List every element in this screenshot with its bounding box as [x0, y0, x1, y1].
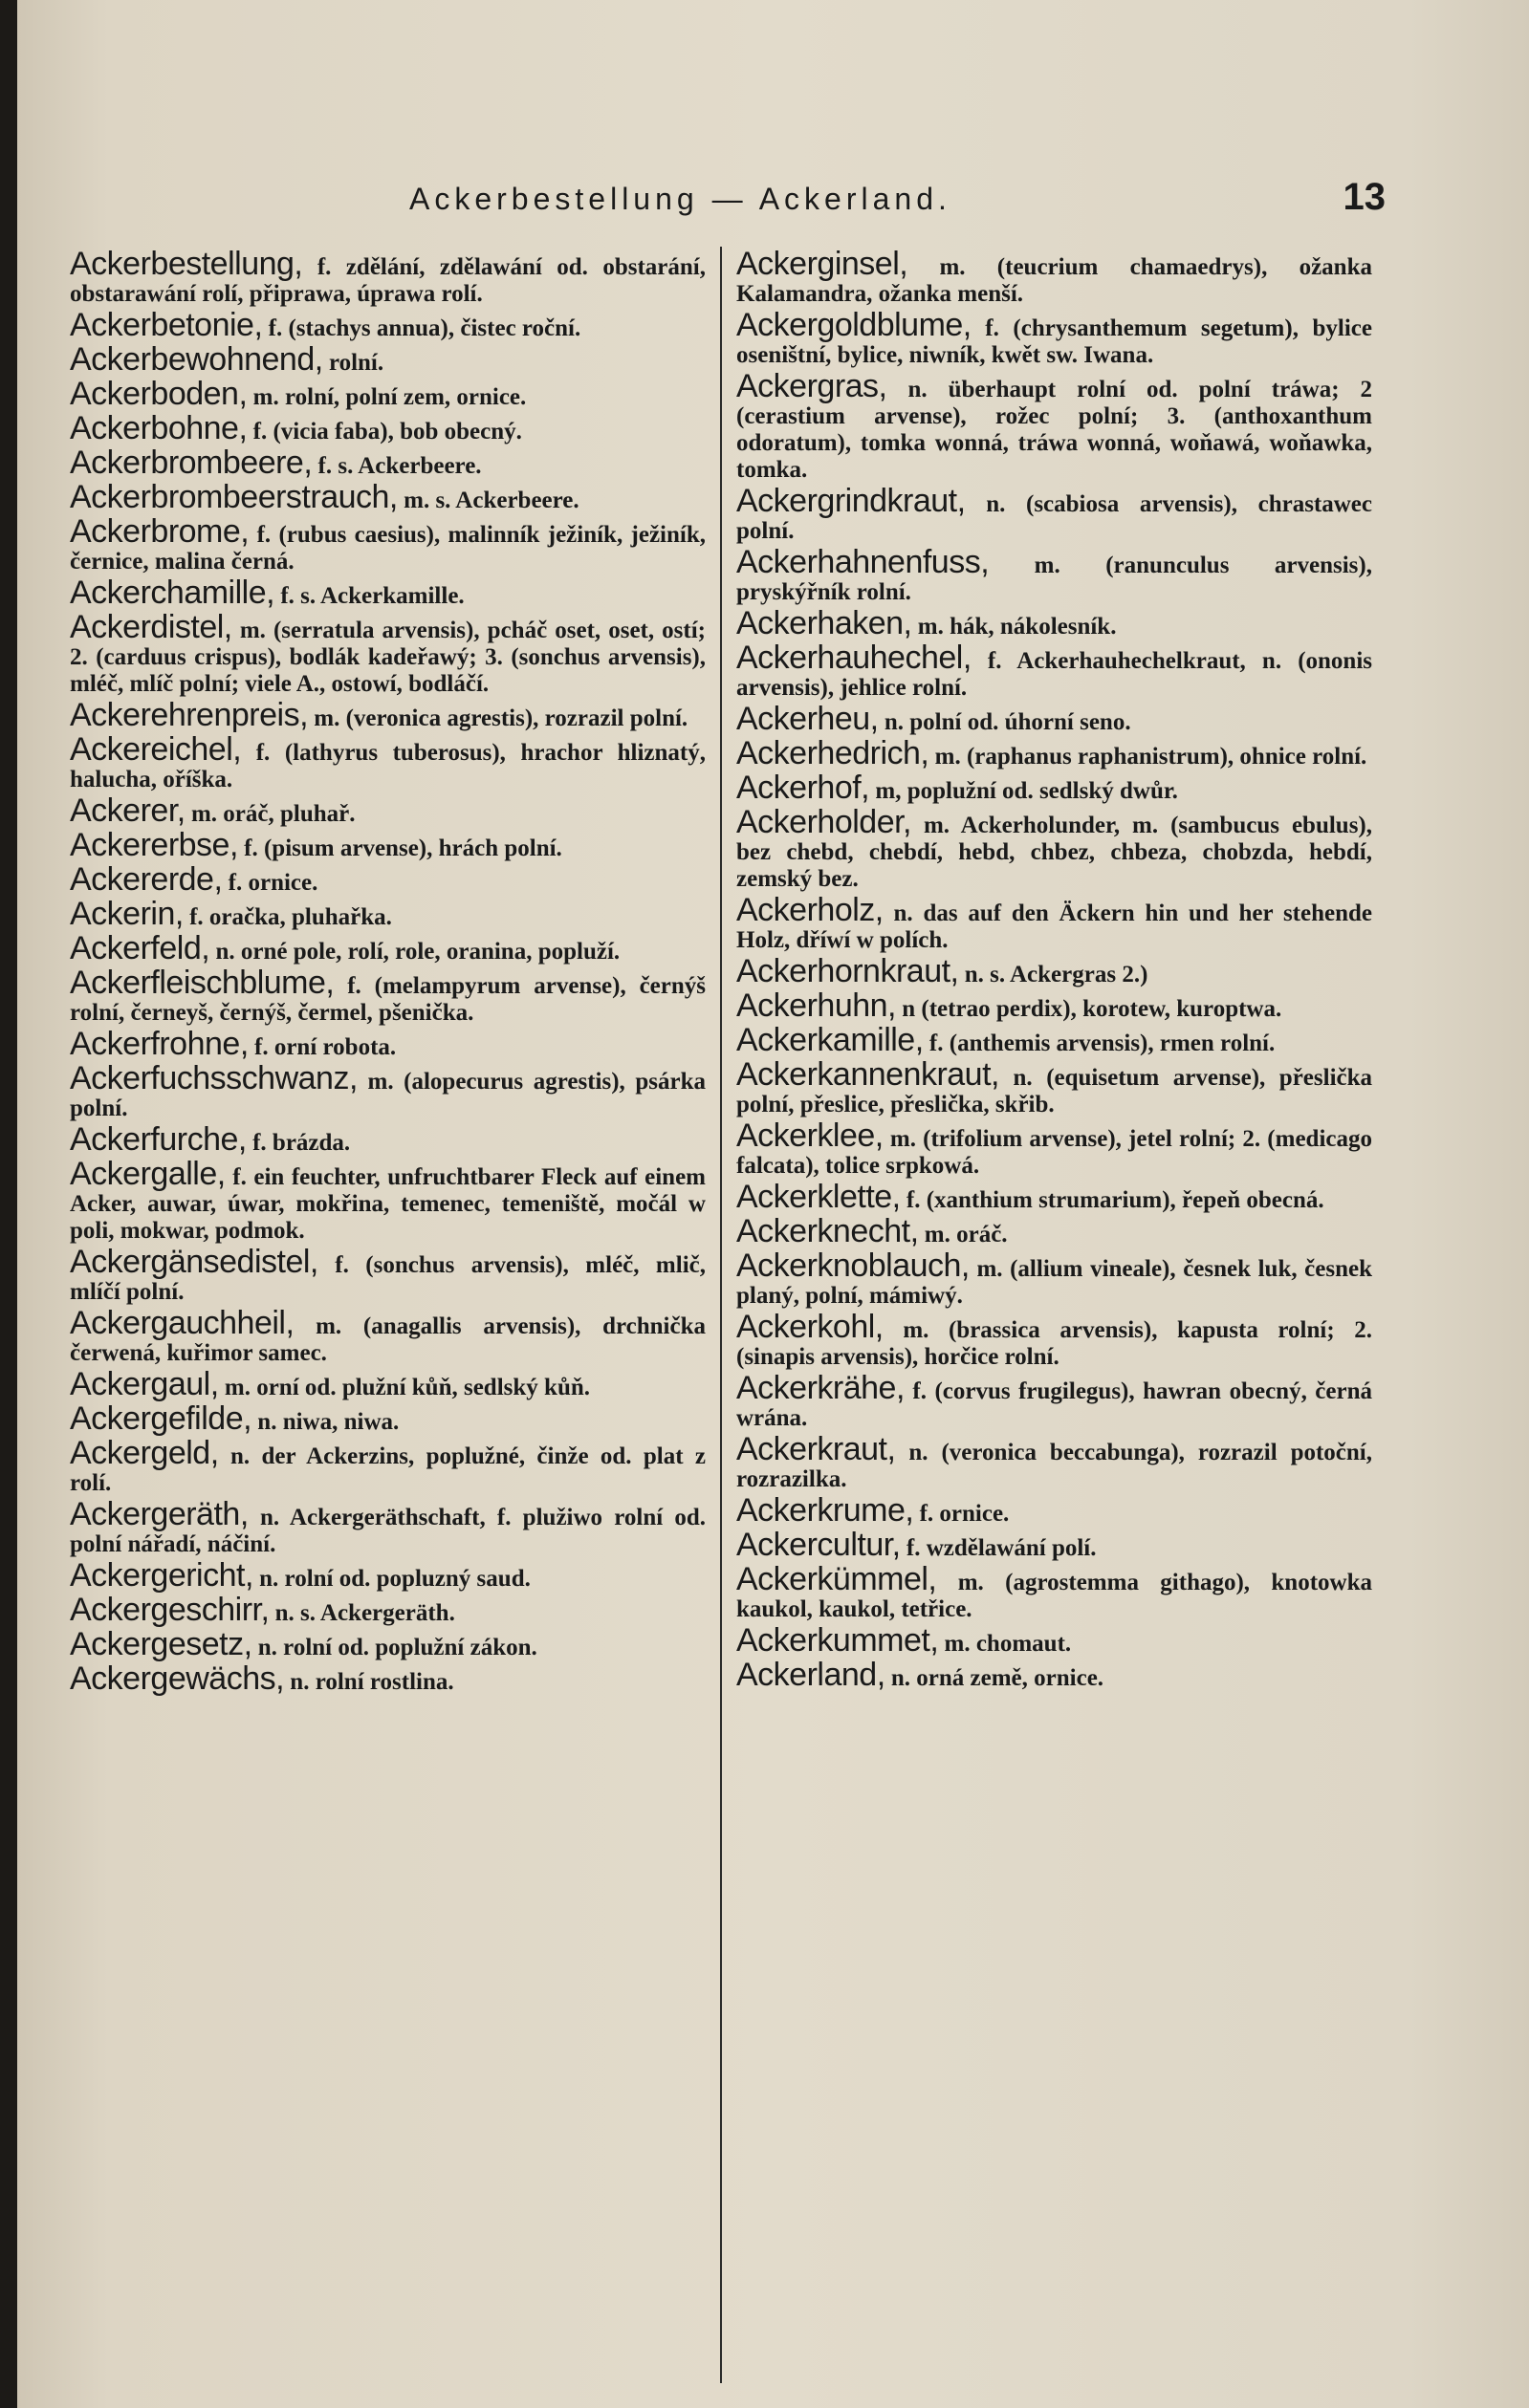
entry-headword: Ackerland, — [736, 1657, 885, 1693]
left-column — [70, 246, 707, 1700]
entry-headword: Ackercultur, — [736, 1527, 901, 1563]
dictionary-entry — [70, 410, 706, 446]
entry-definition: f. (chrysanthemum segetum), bylice oseništní, bylice, niwník, kwět sw. Iwana. — [736, 315, 1372, 368]
entry-definition: n. orné pole, rolí, role, oranina, popluží. — [215, 939, 621, 965]
entry-headword: Ackerkohl, — [736, 1309, 884, 1345]
entry-headword: Ackerkümmel, — [736, 1561, 937, 1597]
dictionary-entry — [70, 1435, 706, 1497]
entry-headword: Ackerbohne, — [70, 410, 248, 446]
dictionary-entry — [70, 1626, 706, 1662]
dictionary-entry — [736, 804, 1373, 893]
entry-headword: Ackerfrohne, — [70, 1026, 249, 1062]
dictionary-entry — [736, 1117, 1372, 1180]
entry-headword: Ackerkannenkraut, — [736, 1056, 999, 1093]
entry-definition: f. (vicia faba), bob obecný. — [252, 419, 522, 445]
entry-definition: m. (trifolium arvense), jetel rolní; 2. (medicago falcata), tolice srpkowá. — [736, 1126, 1372, 1179]
entry-definition: n. s. Ackergras 2.) — [964, 962, 1148, 987]
entry-definition: f. s. Ackerkamille. — [280, 583, 465, 609]
dictionary-entry — [70, 697, 706, 733]
entry-headword: Ackerfurche, — [70, 1121, 247, 1158]
entry-headword: Ackergaul, — [70, 1366, 219, 1402]
entry-definition: n. rolní od. popluzný saud. — [259, 1566, 531, 1592]
dictionary-entry — [70, 479, 706, 515]
entry-headword: Ackergeräth, — [70, 1496, 249, 1532]
dictionary-entry — [70, 575, 706, 611]
entry-headword: Ackergesetz, — [70, 1626, 252, 1662]
entry-headword: Ackerkraut, — [736, 1431, 896, 1467]
dictionary-entry — [736, 1657, 1372, 1693]
entry-headword: Ackerehrenpreis, — [70, 697, 309, 733]
entry-headword: Ackerholder, — [736, 804, 911, 840]
dictionary-entry — [736, 605, 1372, 641]
dictionary-entry — [736, 368, 1372, 484]
entry-headword: Ackerklee, — [736, 1117, 884, 1154]
dictionary-entry — [70, 307, 706, 343]
dictionary-entry — [70, 1400, 706, 1437]
entry-headword: Ackergänsedistel, — [70, 1244, 318, 1280]
entry-headword: Ackerhauhechel, — [736, 640, 972, 676]
running-head: Ackerbestellung — Ackerland. — [409, 182, 951, 216]
dictionary-entry — [70, 861, 706, 898]
entry-headword: Ackerbewohnend, — [70, 341, 323, 378]
entry-headword: Ackerhaken, — [736, 605, 912, 641]
entry-definition: f. oračka, pluhařka. — [189, 904, 392, 930]
entry-headword: Ackerkummet, — [736, 1622, 939, 1659]
entry-headword: Ackererde, — [70, 861, 223, 898]
dictionary-entry — [70, 896, 706, 932]
entry-definition: f. ornice. — [228, 870, 318, 896]
entry-headword: Ackerhedrich, — [736, 735, 929, 771]
dictionary-entry — [736, 1309, 1373, 1371]
entry-headword: Ackergrindkraut, — [736, 483, 966, 519]
dictionary-entry — [70, 1156, 706, 1245]
entry-definition: m. orní od. plužní kůň, sedlský kůň. — [224, 1375, 590, 1400]
dictionary-entry — [70, 1244, 706, 1306]
entry-definition: f. (melampyrum arvense), černýš rolní, černeyš, černýš, čermel, pšenička. — [70, 973, 706, 1026]
entry-headword: Ackereichel, — [70, 731, 242, 768]
dictionary-entry — [70, 376, 706, 412]
dictionary-entry — [70, 1366, 706, 1402]
dictionary-entry — [70, 341, 706, 378]
entry-headword: Ackerheu, — [736, 701, 879, 737]
entry-headword: Ackerchamille, — [70, 575, 275, 611]
dictionary-entry — [736, 987, 1372, 1024]
dictionary-entry — [736, 1492, 1372, 1529]
entry-headword: Ackerknecht, — [736, 1213, 919, 1249]
entry-headword: Ackerer, — [70, 792, 186, 829]
entry-definition: m. oráč, pluhař. — [190, 801, 356, 827]
dictionary-entry — [736, 246, 1372, 308]
dictionary-entry — [736, 1056, 1373, 1118]
entry-headword: Ackerhuhn, — [736, 987, 896, 1024]
entry-headword: Ackerfeld, — [70, 930, 210, 966]
dictionary-entry — [70, 731, 706, 793]
dictionary-entry — [736, 1247, 1373, 1310]
entry-definition: n. orná země, ornice. — [890, 1665, 1104, 1691]
entry-definition: n. das auf den Äckern hin und her stehende Holz, dříwí w polích. — [736, 900, 1372, 953]
entry-definition: f. s. Ackerbeere. — [317, 453, 482, 479]
entry-headword: Ackergoldblume, — [736, 307, 972, 343]
entry-definition: n. (equisetum arvense), přeslička polní, přeslice, přeslička, skřib. — [736, 1065, 1373, 1117]
entry-headword: Ackergras, — [736, 368, 887, 404]
entry-definition: f. (pisum arvense), hrách polní. — [244, 835, 562, 861]
entry-definition: m. (teucrium chamaedrys), ožanka Kalamandra, ožanka menší. — [736, 254, 1372, 307]
right-column — [736, 246, 1373, 1696]
entry-headword: Ackerbestellung, — [70, 246, 303, 282]
entry-definition: m. oráč. — [924, 1222, 1008, 1247]
entry-definition: m. s. Ackerbeere. — [404, 488, 579, 513]
dictionary-entry — [70, 1660, 706, 1697]
dictionary-entry — [70, 965, 706, 1027]
entry-definition: m. (ranunculus arvensis), pryskýřník rolní. — [736, 553, 1372, 605]
entry-headword: Ackerbrombeerstrauch, — [70, 479, 398, 515]
entry-definition: n. polní od. úhorní seno. — [884, 709, 1131, 735]
entry-headword: Ackerhornkraut, — [736, 953, 959, 989]
entry-headword: Ackerklette, — [736, 1179, 901, 1215]
dictionary-entry — [70, 246, 706, 308]
entry-headword: Ackerfuchsschwanz, — [70, 1060, 358, 1096]
entry-headword: Ackergeschirr, — [70, 1592, 270, 1628]
entry-definition: n. s. Ackergeräth. — [274, 1600, 455, 1626]
dictionary-entry — [736, 483, 1373, 545]
entry-definition: n. (scabiosa arvensis), chrastawec polní. — [736, 491, 1373, 544]
entry-definition: f. ein feuchter, unfruchtbarer Fleck auf einem Acker, auwar, úwar, mokřina, temenec, temeniště, močál w poli, mokwar, podmok. — [70, 1164, 706, 1244]
entry-definition: f. wzdělawání polí. — [906, 1535, 1097, 1561]
entry-headword: Ackerholz, — [736, 892, 884, 928]
dictionary-entry — [736, 307, 1372, 369]
dictionary-entry — [70, 1060, 706, 1122]
entry-definition: f. ornice. — [919, 1501, 1010, 1527]
entry-definition: f. (xanthium strumarium), řepeň obecná. — [906, 1187, 1324, 1213]
dictionary-entry — [736, 1370, 1373, 1432]
dictionary-entry — [736, 701, 1372, 737]
entry-headword: Ackerfleischblume, — [70, 965, 335, 1001]
entry-headword: Ackerkrume, — [736, 1492, 914, 1529]
entry-headword: Ackergeld, — [70, 1435, 219, 1471]
entry-definition: f. orní robota. — [254, 1034, 397, 1060]
dictionary-entry — [70, 1592, 706, 1628]
entry-definition: m. (alopecurus agrestis), psárka polní. — [70, 1069, 706, 1121]
entry-definition: f. (corvus frugilegus), hawran obecný, černá wrána. — [736, 1378, 1373, 1431]
entry-headword: Ackerknoblauch, — [736, 1247, 970, 1284]
dictionary-entry — [70, 930, 706, 966]
entry-definition: n. überhaupt rolní od. polní tráwa; 2 (cerastium arvense), rožec polní; 3. (anthoxanthum odoratum), tomka wonná, tráwa wonná, woňawá, woňawka, tomka. — [736, 377, 1372, 483]
dictionary-entry — [70, 1496, 707, 1558]
entry-definition: n. Ackergeräthschaft, f. plužiwo rolní od. polní nářadí, náčiní. — [70, 1505, 707, 1557]
dictionary-entry — [736, 1179, 1372, 1215]
dictionary-page — [17, 0, 1529, 2408]
entry-definition: f. (anthemis arvensis), rmen rolní. — [928, 1030, 1276, 1056]
entry-definition: f. Ackerhauhechelkraut, n. (ononis arvensis), jehlice rolní. — [736, 648, 1373, 701]
dictionary-entry — [736, 1213, 1372, 1249]
entry-definition: m, poplužní od. sedlský dwůr. — [875, 778, 1178, 804]
dictionary-entry — [70, 1305, 707, 1367]
dictionary-entry — [736, 1527, 1372, 1563]
dictionary-entry — [70, 1026, 706, 1062]
dictionary-entry — [736, 640, 1373, 702]
column-divider — [720, 247, 722, 2383]
dictionary-entry — [70, 609, 707, 698]
entry-definition: m. Ackerholunder, m. (sambucus ebulus), bez chebd, chebdí, hebd, chbez, chbeza, chobzda, hebdí, zemský bez. — [736, 813, 1373, 892]
entry-definition: m. rolní, polní zem, ornice. — [252, 384, 527, 410]
entry-definition: n. der Ackerzins, poplužné, činže od. plat z rolí. — [70, 1443, 706, 1496]
dictionary-entry — [736, 1561, 1372, 1623]
entry-headword: Ackerhahnenfuss, — [736, 544, 990, 580]
entry-headword: Ackerginsel, — [736, 246, 908, 282]
entry-headword: Ackerin, — [70, 896, 184, 932]
dictionary-entry — [70, 1557, 706, 1594]
entry-headword: Ackerdistel, — [70, 609, 232, 645]
dictionary-entry — [736, 953, 1372, 989]
dictionary-entry — [70, 827, 706, 863]
entry-headword: Ackerbrombeere, — [70, 445, 313, 481]
dictionary-entry — [736, 770, 1372, 806]
dictionary-entry — [70, 445, 706, 481]
dictionary-entry — [70, 513, 706, 575]
entry-headword: Ackerkamille, — [736, 1022, 924, 1058]
dictionary-entry — [736, 892, 1372, 954]
entry-definition: n. niwa, niwa. — [257, 1409, 400, 1435]
dictionary-entry — [70, 792, 706, 829]
entry-definition: m. (veronica agrestis), rozrazil polní. — [314, 705, 688, 731]
entry-definition: f. (lathyrus tuberosus), hrachor hliznatý, halucha, oříška. — [70, 740, 706, 792]
entry-definition: n. rolní od. poplužní zákon. — [257, 1635, 537, 1660]
entry-headword: Ackergericht, — [70, 1557, 253, 1594]
entry-definition: f. (rubus caesius), malinník ježiník, ježiník, černice, malina černá. — [70, 522, 706, 575]
entry-definition: f. (sonchus arvensis), mléč, mlič, mlíčí polní. — [70, 1252, 706, 1305]
entry-headword: Ackergauchheil, — [70, 1305, 295, 1341]
entry-definition: rolní. — [328, 350, 384, 376]
entry-headword: Ackerkrähe, — [736, 1370, 905, 1406]
entry-headword: Ackergalle, — [70, 1156, 226, 1192]
entry-definition: f. (stachys annua), čistec roční. — [268, 315, 581, 341]
entry-definition: m. hák, nákolesník. — [917, 614, 1117, 640]
page-number: 13 — [1343, 176, 1386, 218]
entry-definition: n. rolní rostlina. — [290, 1669, 454, 1695]
entry-definition: m. (serratula arvensis), pcháč oset, oset, ostí; 2. (carduus crispus), bodlák kadeřawý; 3. (sonchus arvensis), mléč, mlíč polní; viele A., ostowí, bodláčí. — [70, 618, 707, 697]
entry-definition: m. (brassica arvensis), kapusta rolní; 2. (sinapis arvensis), horčice rolní. — [736, 1317, 1373, 1370]
dictionary-entry — [736, 1022, 1372, 1058]
entry-definition: m. chomaut. — [944, 1631, 1072, 1657]
entry-definition: n (tetrao perdix), korotew, kuroptwa. — [902, 996, 1282, 1022]
entry-headword: Ackergewächs, — [70, 1660, 285, 1697]
entry-headword: Ackerbetonie, — [70, 307, 263, 343]
dictionary-entry — [736, 1431, 1372, 1493]
dictionary-entry — [736, 735, 1372, 771]
entry-headword: Ackergefilde, — [70, 1400, 252, 1437]
page-header — [17, 176, 1529, 220]
entry-definition: m. (raphanus raphanistrum), ohnice rolní. — [934, 744, 1367, 770]
entry-definition: m. (agrostemma githago), knotowka kaukol, kaukol, tetřice. — [736, 1570, 1372, 1622]
entry-headword: Ackerhof, — [736, 770, 870, 806]
dictionary-entry — [70, 1121, 706, 1158]
entry-headword: Ackerbrome, — [70, 513, 250, 550]
entry-definition: f. zdělání, zdělawání od. obstarání, obstarawání rolí, připrawa, úprawa rolí. — [70, 254, 706, 307]
entry-headword: Ackererbse, — [70, 827, 238, 863]
dictionary-entry — [736, 544, 1372, 606]
entry-definition: n. (veronica beccabunga), rozrazil potoční, rozrazilka. — [736, 1440, 1372, 1492]
dictionary-entry — [736, 1622, 1372, 1659]
entry-definition: m. (allium vineale), česnek luk, česnek planý, polní, mámiwý. — [736, 1256, 1373, 1309]
entry-definition: f. brázda. — [252, 1130, 351, 1156]
entry-definition: m. (anagallis arvensis), drchnička čerwená, kuřimor samec. — [70, 1313, 707, 1366]
entry-headword: Ackerboden, — [70, 376, 248, 412]
